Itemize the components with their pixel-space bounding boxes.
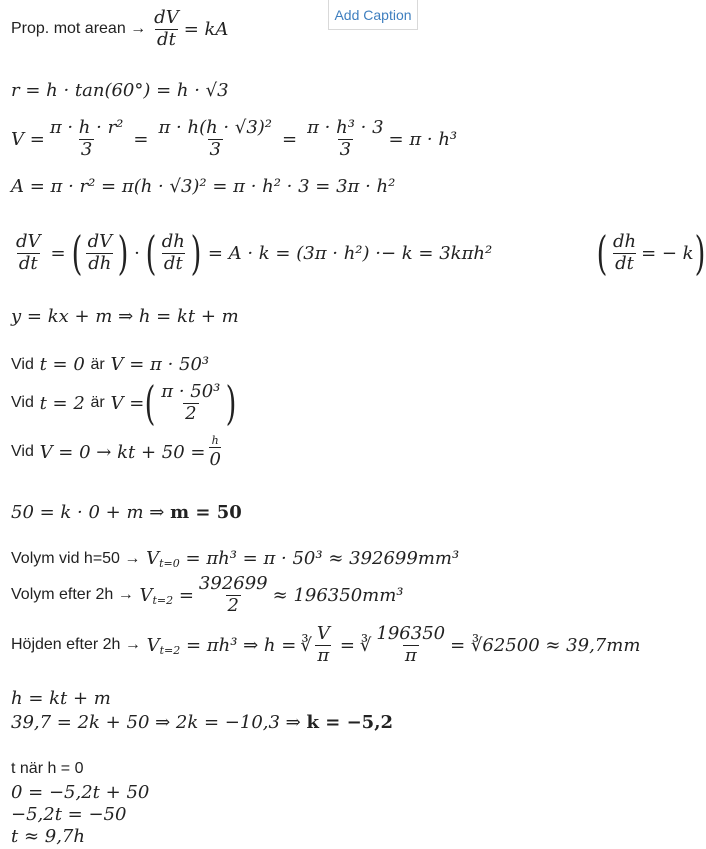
dhdt-fraction-right: $\frac{dh}{dt}$	[612, 230, 637, 274]
cube-root-fraction-2: $\frac{196350}{\pi}$	[376, 623, 446, 666]
radius-equation	[11, 80, 229, 101]
statement-text: Prop. mot arean →	[11, 20, 147, 38]
radius-text: r = h · tan(60°) = h · √3	[11, 80, 229, 101]
dvdh-fraction: $\frac{dV}{dh}$	[87, 230, 113, 274]
volume-half-fraction: $\frac{\text{π · 50³}}{2}$	[161, 380, 221, 424]
dhdt-fraction: $\frac{dh}{dt}$	[161, 230, 185, 274]
t-equation-2: −5,2t = −50	[11, 804, 127, 825]
volume-fraction-2: $\frac{\text{π · h(h · √3)²}}{3}$	[158, 117, 273, 160]
volume-equation: V = $\frac{\text{π · h · r²}}{3}$ = $\frac{\text{π · h(h · √3)²}}{3}$ = $\frac{\text{π · h³ · 3}}{3}$ = π · h³	[11, 117, 458, 160]
m-solution: 50 = k · 0 + m ⇒ m = 50	[11, 502, 242, 523]
volume-fraction-1: $\frac{\text{π · h · r²}}{3}$	[49, 117, 124, 160]
proportional-statement	[11, 8, 228, 50]
dhdt-result: ( $\frac{dh}{dt}$ = − k )	[596, 226, 705, 280]
linear-model-equation: y = kx + m ⇒ h = kt + m	[11, 306, 239, 327]
k-solution: 39,7 = 2k + 50 ⇒ 2k = −10,3 ⇒ k = −5,2	[11, 712, 393, 733]
equation-rhs: = kA	[183, 18, 229, 40]
height-after-2h: Höjden efter 2h → V t=2 = πh³ ⇒ h = ∛ $\frac{V}{\pi}$ = ∛ $\frac{196350}{\pi}$ = ∛62500 ≈ 39,7mm	[11, 623, 641, 666]
condition-t2: Vid t = 2 är V = ( $\frac{\text{π · 50³}}{2}$ )	[11, 376, 237, 430]
overbrace-h-zero: $\frac{h}{0}$	[209, 434, 221, 470]
condition-t0: Vid t = 0 är V = π · 50³	[11, 354, 210, 375]
dvdt-fraction: $\frac{dV}{dt}$	[154, 7, 179, 50]
add-caption-button[interactable]: Add Caption	[328, 0, 418, 30]
volume-fraction-3: $\frac{\text{π · h³ · 3}}{3}$	[307, 117, 384, 160]
dvdt-fraction: $\frac{dV}{dt}$	[16, 230, 41, 274]
volume-after-2h: Volym efter 2h → V t=2 = $\frac{392699}{2}$ ≈ 196350mm³	[11, 573, 404, 616]
area-equation: A = π · r² = π(h · √3)² = π · h² · 3 = 3π · h²	[11, 176, 396, 197]
t-result: t ≈ 9,7h	[11, 826, 85, 847]
volume-at-start: Volym vid h=50 → V t=0 = πh³ = π · 50³ ≈ 392699mm³	[11, 548, 460, 570]
t-heading: t när h = 0	[11, 760, 84, 777]
condition-v0: Vid V = 0 → kt + 50 = $\frac{h}{0}$	[11, 434, 221, 470]
volume-2h-fraction: $\frac{392699}{2}$	[198, 573, 268, 616]
t-equation-1: 0 = −5,2t + 50	[11, 782, 150, 803]
chain-rule-equation: $\frac{dV}{dt}$ = ( $\frac{dV}{dh}$ ) · ( $\frac{dh}{dt}$ ) = A · k = (3π · h²) ·− k = 3kπh²	[16, 226, 493, 280]
cube-root-fraction-1: $\frac{V}{\pi}$	[316, 623, 330, 666]
height-model: h = kt + m	[11, 688, 111, 709]
